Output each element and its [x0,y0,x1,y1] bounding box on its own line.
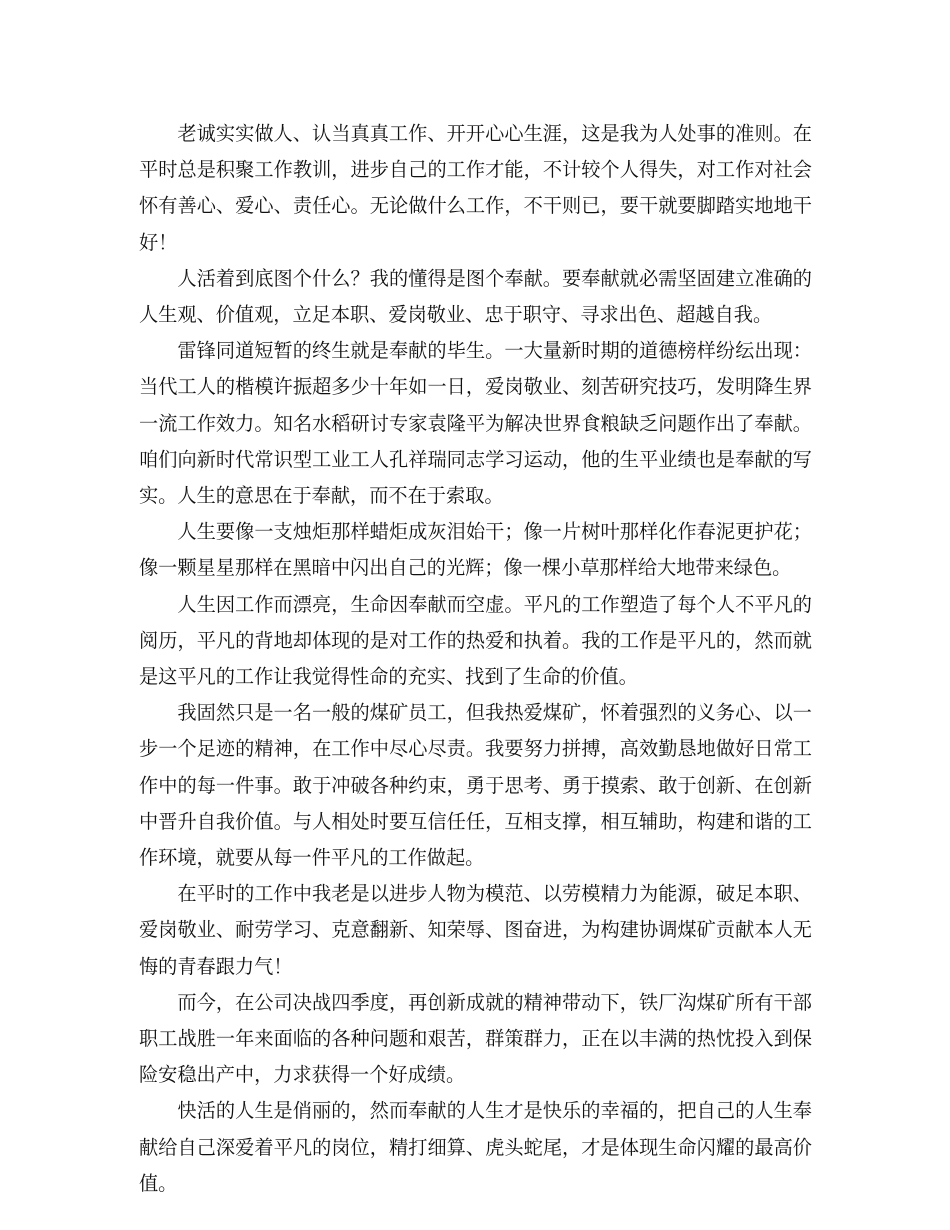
paragraph: 而今，在公司决战四季度，再创新成就的精神带动下，铁厂沟煤矿所有干部职工战胜一年来面临的各种问题和艰苦，群策群力，正在以丰满的热忱投入到保险安稳出产中，力求获得一个好成绩。 [139,990,812,1087]
paragraph: 快活的人生是俏丽的，然而奉献的人生才是快乐的幸福的，把自己的人生奉献给自己深爱着平凡的岗位，精打细算、虎头蛇尾，才是体现生命闪耀的最高价值。 [139,1099,812,1195]
paragraph: 老诚实实做人、认当真真工作、开开心心生涯，这是我为人处事的准则。在平时总是积聚工作教训，进步自己的工作才能，不计较个人得失，对工作对社会怀有善心、爱心、责任心。无论做什么工作，不干则已，要干就要脚踏实地地干好！ [139,122,812,254]
paragraph: 人活着到底图个什么？我的懂得是图个奉献。要奉献就必需坚固建立准确的人生观、价值观，立足本职、爱岗敬业、忠于职守、寻求出色、超越自我。 [139,266,812,327]
paragraph: 雷锋同道短暂的终生就是奉献的毕生。一大量新时期的道德榜样纷纭出现：当代工人的楷模许振超多少十年如一日，爱岗敬业、刻苦研究技巧，发明降生界一流工作效力。知名水稻研讨专家袁隆平为解决世界食粮缺乏问题作出了奉献。咱们向新时代常识型工业工人孔祥瑞同志学习运动，他的生平业绩也是奉献的写实。人生的意思在于奉献，而不在于索取。 [139,339,812,508]
paragraph: 人生因工作而漂亮，生命因奉献而空虚。平凡的工作塑造了每个人不平凡的阅历，平凡的背地却体现的是对工作的热爱和执着。我的工作是平凡的，然而就是这平凡的工作让我觉得性命的充实、找到了生命的价值。 [139,592,812,689]
paragraph: 我固然只是一名一般的煤矿员工，但我热爱煤矿，怀着强烈的义务心、以一步一个足迹的精神，在工作中尽心尽责。我要努力拼搏，高效勤恳地做好日常工作中的每一件事。敢于冲破各种约束，勇于思考、勇于摸索、敢于创新、在创新中晋升自我价值。与人相处时要互信任任，互相支撑，相互辅助，构建和谐的工作环境，就要从每一件平凡的工作做起。 [139,701,812,870]
document-body [139,116,812,1202]
paragraph: 人生要像一支烛炬那样蜡炬成灰泪始干；像一片树叶那样化作春泥更护花；像一颗星星那样在黑暗中闪出自己的光辉；像一棵小草那样给大地带来绿色。 [139,520,812,580]
paragraph: 在平时的工作中我老是以进步人物为模范、以劳模精力为能源，破足本职、爱岗敬业、耐劳学习、克意翻新、知荣辱、图奋进，为构建协调煤矿贡献本人无悔的青春跟力气！ [139,882,812,978]
